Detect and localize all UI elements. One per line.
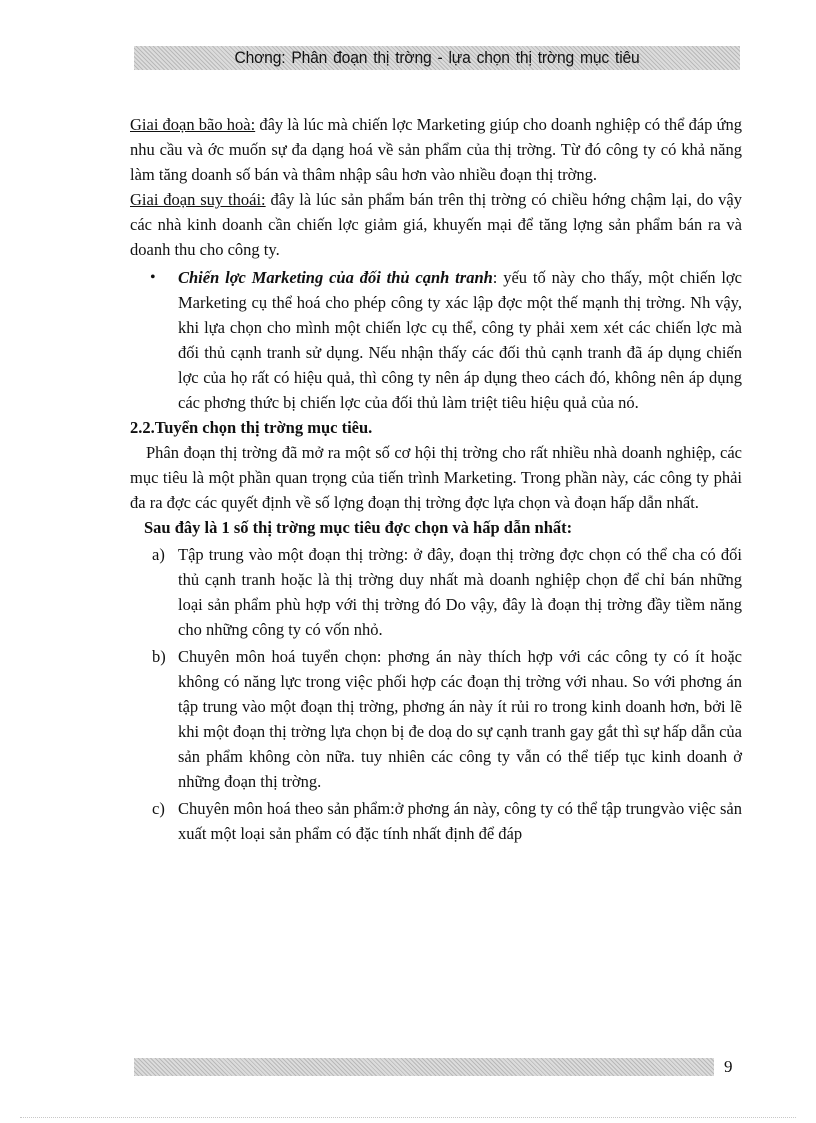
running-header: Chơng: Phân đoạn thị trờng - lựa chọn thị trờng mục tiêu [234, 48, 640, 67]
paragraph-saturation [130, 112, 742, 187]
page-body [130, 112, 742, 846]
bullet-text: : yếu tố này cho thấy, một chiến lợc Marketing cụ thể hoá cho phép công ty xác lập đợc một thế mạnh thị trờng. Nh vậy, khi lựa chọn cho mình một chiến lợc cụ thể, công ty phải xem xét các chiến lợc mà đối thủ cạnh tranh sử dụng. Nếu nhận thấy các đối thủ cạnh tranh đã áp dụng chiến lợc của họ rất có hiệu quả, thì công ty nên áp dụng theo cách đó, không nên áp dụng các phơng thức bị chiến lợc của đối thủ làm triệt tiêu hiệu quả của nó. [178, 268, 742, 412]
paragraph-segmentation: Phân đoạn thị trờng đã mở ra một số cơ hội thị trờng cho rất nhiều nhà doanh nghiệp, các mục tiêu là một phần quan trọng của tiến trình Marketing. Trong phần này, các công ty phải đa ra đợc các quyết định về số lợng đoạn thị trờng đợc lựa chọn và đoạn hấp dẫn nhất. [130, 443, 742, 512]
list-marker: c) [152, 799, 165, 818]
list-marker: a) [152, 545, 165, 564]
list-item-text: Chuyên môn hoá theo sản phẩm:ở phơng án này, công ty có thể tập trungvào việc sản xuất một loại sản phẩm có đặc tính nhất định để đáp [178, 799, 742, 843]
paragraph-decline [130, 187, 742, 262]
section-heading: 2.2.Tuyển chọn thị trờng mục tiêu. [130, 418, 373, 437]
page-number: 9 [724, 1057, 733, 1076]
decline-text: đây là lúc sản phẩm bán trên thị trờng có chiều hớng chậm lại, do vậy các nhà kinh doanh cần chiến lợc giảm giá, khuyến mại để tăng lợng sản phẩm bán ra và doanh thu cho công ty. [130, 190, 742, 259]
bullet-icon: • [150, 269, 156, 286]
list-item [130, 644, 742, 794]
list-item-text: Tập trung vào một đoạn thị trờng: ở đây, đoạn thị trờng đợc chọn có thể cha có đối thủ cạnh tranh hoặc là thị trờng duy nhất mà doanh nghiệp chọn để chỉ bán những loại sản phẩm phù hợp với thị trờng đó Do vậy, đây là đoạn thị trờng đầy tiềm năng cho những công ty có vốn nhỏ. [178, 545, 742, 639]
page-edge-divider [20, 1117, 796, 1118]
list-marker: b) [152, 647, 166, 666]
bullet-label: Chiến lợc Marketing của đối thủ cạnh tranh [178, 268, 493, 287]
sub-heading: Sau đây là 1 số thị trờng mục tiêu đợc chọn và hấp dẫn nhất: [144, 518, 573, 537]
saturation-label: Giai đoạn bão hoà: [130, 115, 256, 134]
list-item [130, 796, 742, 846]
list-item [130, 542, 742, 642]
saturation-text: đây là lúc mà chiến lợc Marketing giúp cho doanh nghiệp có thể đáp ứng nhu cầu và ớc muốn sự đa dạng hoá về sản phẩm của thị trờng. Từ đó công ty có khả năng làm tăng doanh số bán và thâm nhập sâu hơn vào nhiều đoạn thị trờng. [130, 115, 742, 184]
decline-label: Giai đoạn suy thoái: [130, 190, 266, 209]
bullet-competitor-strategy [130, 265, 742, 415]
list-item-text: Chuyên môn hoá tuyển chọn: phơng án này thích hợp với các công ty có ít hoặc không có năng lực trong việc phối hợp các đoạn thị trờng với nhau. So với phơng án tập trung vào một đoạn thị trờng, phơng án này ít rủi ro trong kinh doanh hơn, bởi lẽ khi một đoạn thị trờng lựa chọn bị đe doạ do sự cạnh tranh gay gắt thì sự hấp dẫn của sản phẩm không còn nữa. tuy nhiên các công ty vẫn có thể tiếp tục kinh doanh ở những đoạn thị trờng. [178, 647, 742, 791]
footer-bar [134, 1058, 714, 1076]
